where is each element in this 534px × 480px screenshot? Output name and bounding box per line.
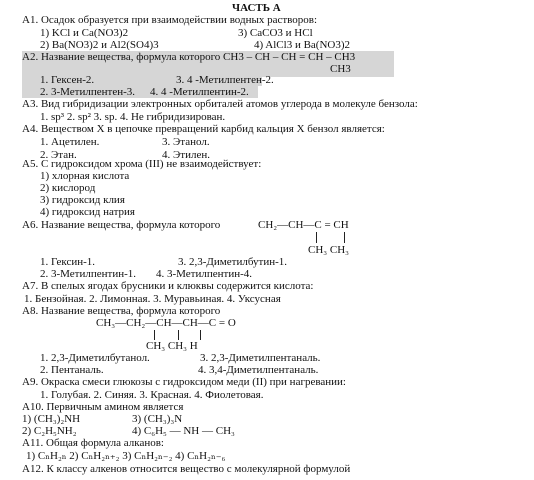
a8-bond-1 — [154, 330, 155, 340]
a4-option-4: 4. Этилен. — [162, 149, 210, 161]
a6-question: A6. Название вещества, формула которого — [22, 219, 221, 231]
a8-option-3: 3. 2,3-Диметилпентаналь. — [200, 352, 321, 364]
a8-option-1: 1. 2,3-Диметилбутанол. — [40, 352, 150, 364]
a5-option-1: 1) хлорная кислота — [40, 170, 130, 182]
a10-option-3: 3) (CH₃)₃N — [132, 413, 183, 425]
a11-question: A11. Общая формула алканов: — [22, 437, 164, 449]
a8-option-4: 4. 3,4-Диметилпентаналь. — [198, 364, 319, 376]
a5-option-3: 3) гидроксид клия — [40, 194, 125, 206]
a9-question: A9. Окраска смеси глюкозы с гидроксидом меди (II) при нагревании: — [22, 376, 346, 388]
a4-option-2: 2. Этан. — [40, 149, 77, 161]
part-title: ЧАСТЬ А — [232, 2, 281, 14]
a2-option-3: 3. 4 -Метилпентен-2. — [176, 74, 274, 86]
a7-options: 1. Бензойная. 2. Лимонная. 3. Муравьиная. 4. Уксусная — [24, 293, 281, 305]
a1-option-3: 3) CaCO3 и HCl — [238, 27, 313, 39]
a6-option-4: 4. 3-Метилпентин-4. — [156, 268, 253, 280]
a12-question: A12. К классу алкенов относится вещество с молекулярной формулой — [22, 463, 351, 475]
a8-option-2: 2. Пентаналь. — [40, 364, 104, 376]
a10-question: A10. Первичным амином является — [22, 401, 184, 413]
a6-substituents: CH₃ CH₃ — [308, 244, 349, 256]
a8-substituents: CH₃ CH₃ H — [146, 340, 198, 352]
a2-option-2: 2. 3-Метилпентен-3. — [40, 86, 136, 98]
a2-option-4: 4. 4 -Метилпентин-2. — [150, 86, 249, 98]
a10-option-4: 4) C₆H₅ — NH — CH₃ — [132, 425, 235, 437]
a4-option-3: 3. Этанол. — [162, 136, 210, 148]
a3-question: A3. Вид гибридизации электронных орбиталей атомов углерода в молекуле бензола: — [22, 98, 418, 110]
a8-question: A8. Название вещества, формула которого — [22, 305, 221, 317]
a4-option-1: 1. Ацетилен. — [40, 136, 100, 148]
a1-question: A1. Осадок образуется при взаимодействии водных растворов: — [22, 14, 318, 26]
a2-question: A2. Название вещества, формула которого CH3 – CH – CH = CH – CH3 — [22, 51, 356, 63]
a5-question: A5. С гидроксидом хрома (III) не взаимодействует: — [22, 158, 262, 170]
a6-option-2: 2. 3-Метилпентин-1. — [40, 268, 137, 280]
a3-options: 1. sp³ 2. sp² 3. sp. 4. Не гибридизирован. — [40, 111, 226, 123]
a8-formula: CH₃—CH₂—CH—CH—C = O — [96, 317, 236, 329]
a8-bond-3 — [200, 330, 201, 340]
a6-option-1: 1. Гексин-1. — [40, 256, 96, 268]
a1-option-4: 4) AlCl3 и Ba(NO3)2 — [254, 39, 351, 51]
a10-option-2: 2) C₂H₅NH₂ — [22, 425, 77, 437]
a1-option-1: 1) KCl и Ca(NO3)2 — [40, 27, 129, 39]
a6-bond-1 — [316, 232, 317, 243]
a9-options: 1. Голубая. 2. Синяя. 3. Красная. 4. Фиолетовая. — [40, 389, 264, 401]
a4-question: A4. Веществом X в цепочке превращений карбид кальция X бензол является: — [22, 123, 385, 135]
a10-option-1: 1) (CH₃)₂NH — [22, 413, 81, 425]
a6-option-3: 3. 2,3-Диметилбутин-1. — [178, 256, 288, 268]
a11-options: 1) CₙH₂ₙ 2) CₙH₂ₙ₊₂ 3) CₙH₂ₙ₋₂ 4) CₙH₂ₙ₋₆ — [26, 450, 226, 462]
a5-option-4: 4) гидроксид натрия — [40, 206, 135, 218]
a6-bond-2 — [344, 232, 345, 243]
a5-option-2: 2) кислород — [40, 182, 96, 194]
a6-formula: CH₂—CH—C = CH — [258, 219, 349, 231]
a1-option-2: 2) Ba(NO3)2 и Al2(SO4)3 — [40, 39, 159, 51]
a2-option-1: 1. Гексен-2. — [40, 74, 95, 86]
a8-bond-2 — [178, 330, 179, 340]
a7-question: A7. В спелых ягодах брусники и клюквы содержится кислота: — [22, 280, 314, 292]
a2-substituent: CH3 — [330, 63, 351, 75]
